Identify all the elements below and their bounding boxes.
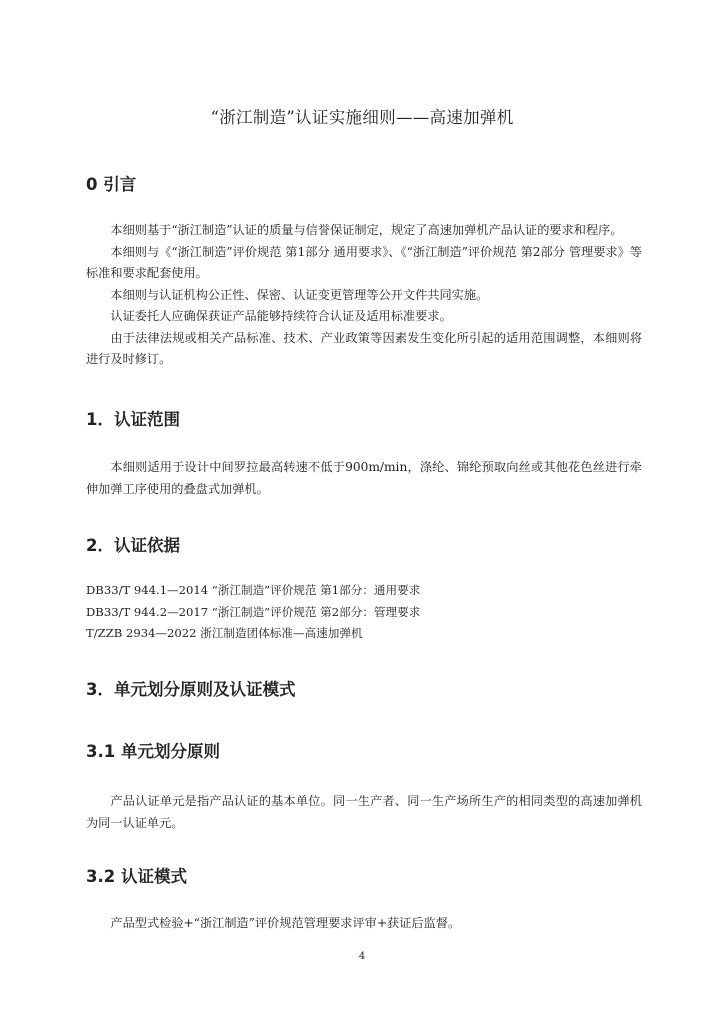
reference-item: DB33/T 944.2—2017 “浙江制造”评价规范 第2部分：管理要求 bbox=[86, 604, 421, 619]
section-heading-intro: 0 引言 bbox=[86, 175, 137, 194]
reference-list bbox=[86, 580, 646, 645]
cert-mode-body bbox=[86, 913, 642, 935]
intro-paragraph: 由于法律法规或相关产品标准、技术、产业政策等因素发生变化所引起的适用范围调整，本细则将进行及时修订。 bbox=[86, 330, 642, 366]
section-heading-units: 3．单元划分原则及认证模式 bbox=[86, 680, 296, 699]
unit-principle-body bbox=[86, 791, 642, 834]
cert-mode-paragraph: 产品型式检验+“浙江制造”评价规范管理要求评审+获证后监督。 bbox=[110, 916, 461, 930]
scope-paragraph: 本细则适用于设计中间罗拉最高转速不低于900m/min，涤纶、锦纶预取向丝或其他花色丝进行牵伸加弹工序使用的叠盘式加弹机。 bbox=[86, 460, 642, 496]
reference-item: DB33/T 944.1—2014 “浙江制造”评价规范 第1部分：通用要求 bbox=[86, 583, 421, 597]
scope-body bbox=[86, 457, 642, 500]
intro-paragraph: 本细则与认证机构公正性、保密、认证变更管理等公开文件共同实施。 bbox=[110, 287, 489, 302]
document-title: “浙江制造”认证实施细则——高速加弹机 bbox=[210, 108, 514, 127]
intro-paragraph: 本细则与《“浙江制造”评价规范 第1部分 通用要求》、《“浙江制造”评价规范 第2部分 管理要求》等标准和要求配套使用。 bbox=[86, 244, 642, 280]
section-heading-scope: 1．认证范围 bbox=[86, 410, 180, 429]
intro-body bbox=[86, 220, 642, 371]
unit-principle-paragraph: 产品认证单元是指产品认证的基本单位。同一生产者、同一生产场所生产的相同类型的高速加弹机为同一认证单元。 bbox=[86, 794, 642, 830]
reference-item: T/ZZB 2934—2022 浙江制造团体标准—高速加弹机 bbox=[86, 626, 363, 640]
section-heading-unit-principle: 3.1 单元划分原则 bbox=[86, 742, 220, 761]
page-number: 4 bbox=[358, 951, 366, 962]
intro-paragraph: 认证委托人应确保获证产品能够持续符合认证及适用标准要求。 bbox=[110, 309, 452, 323]
intro-paragraph: 本细则基于“浙江制造”认证的质量与信誉保证制定，规定了高速加弹机产品认证的要求和程序。 bbox=[110, 223, 623, 237]
section-heading-basis: 2．认证依据 bbox=[86, 536, 180, 555]
section-heading-cert-mode: 3.2 认证模式 bbox=[86, 867, 187, 886]
